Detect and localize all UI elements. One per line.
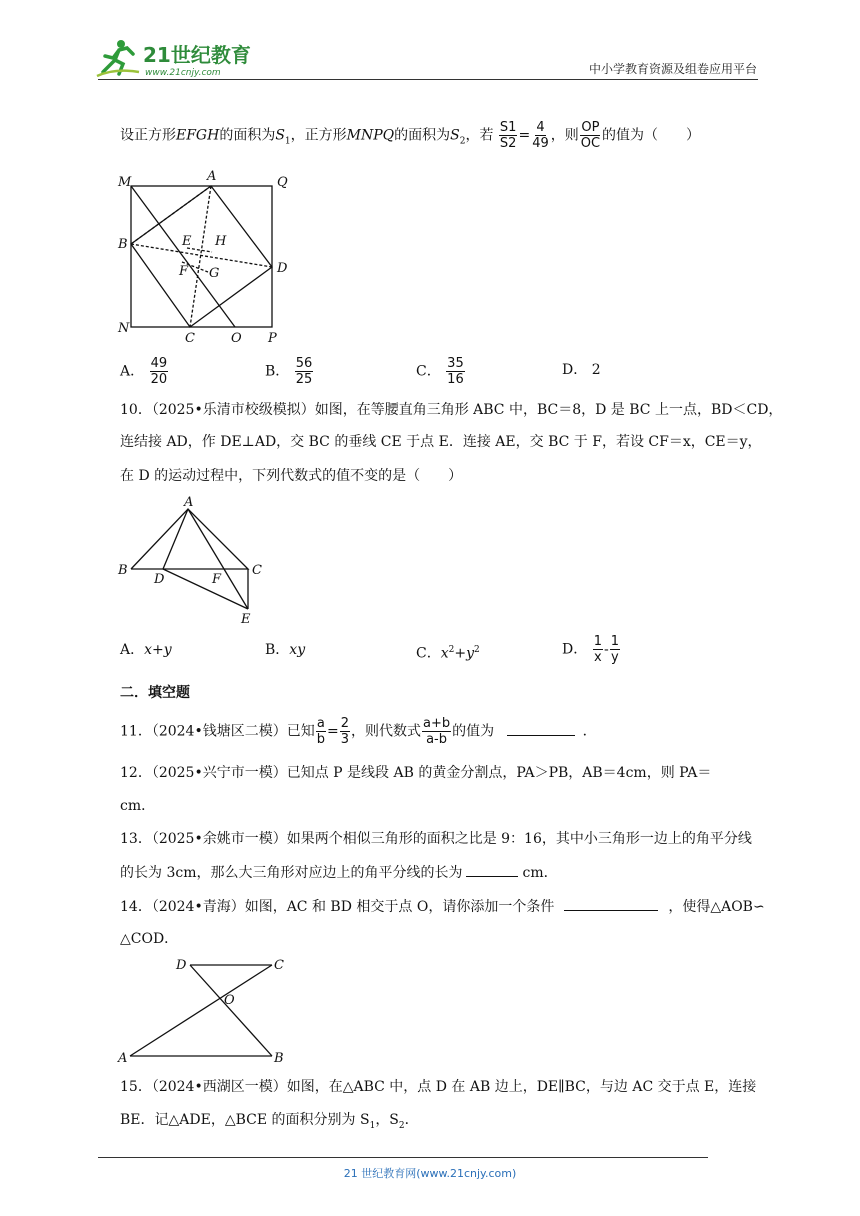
q9-option-a[interactable]: [120, 356, 169, 387]
q9-figure: [112, 168, 292, 348]
equals: =: [518, 127, 531, 144]
line-ca: [130, 965, 272, 1056]
label-f: F: [179, 264, 189, 279]
frac-den: 20: [150, 372, 168, 387]
option-text: xy: [289, 642, 306, 658]
label-m: M: [118, 175, 132, 190]
q11-fraction-ab: [316, 716, 326, 747]
q9-text: ，则: [550, 127, 579, 144]
q11-text: 11．（2024•钱塘区二模）已知: [120, 723, 315, 740]
option-letter: A．: [120, 642, 145, 658]
frac-num: 1: [610, 634, 619, 649]
q14-figure: [112, 952, 292, 1067]
option-fraction: [610, 634, 620, 665]
frac-den: x: [593, 650, 602, 665]
label-f: F: [212, 572, 222, 587]
frac-num: 2: [340, 716, 349, 731]
q11-fraction-value: [340, 716, 350, 747]
exponent: 2: [474, 645, 480, 655]
option-fraction: [593, 634, 603, 665]
label-g: G: [209, 266, 220, 281]
square-mnpq: [131, 186, 272, 327]
option-letter: B．: [265, 642, 290, 658]
exponent: 2: [448, 645, 455, 655]
q9-mnpq: MNPQ: [346, 127, 395, 144]
footer-rule: [98, 1157, 708, 1158]
label-o: O: [231, 331, 242, 346]
q15-text: ，S: [375, 1112, 399, 1128]
option-fraction: [446, 356, 465, 387]
q11-fraction-expr: [422, 716, 451, 747]
label-b: B: [118, 563, 128, 578]
q13-answer-blank[interactable]: [466, 862, 518, 877]
frac-den: y: [610, 650, 619, 665]
q9-s1: S: [275, 127, 285, 144]
q15-text: BE．记△ADE，△BCE 的面积分别为 S: [120, 1112, 370, 1128]
label-h: H: [215, 234, 227, 249]
label-e: E: [241, 612, 251, 627]
q12-line2: cm．: [120, 798, 156, 814]
line-db: [190, 965, 272, 1056]
section-title-fill-in: 二．填空题: [120, 685, 190, 701]
q9-option-d[interactable]: [562, 360, 601, 380]
q11-text: 的值为: [452, 723, 495, 740]
frac-den: b: [316, 732, 325, 747]
q9-s2: S: [450, 127, 460, 144]
footer-link[interactable]: 21 世纪教育网(www.21cnjy.com): [343, 1167, 517, 1180]
frac-num: 4: [536, 120, 545, 135]
frac-num: 1: [593, 634, 602, 649]
frac-num: 35: [447, 356, 464, 371]
q12-line1: 12．（2025•兴宁市一模）已知点 P 是线段 AB 的黄金分割点，PA＞PB，AB＝4cm，则 PA＝: [120, 765, 712, 781]
triangle-abc: [131, 509, 248, 569]
q10-option-a[interactable]: [120, 640, 172, 660]
q15-line2: [120, 1110, 419, 1136]
q11-answer-blank[interactable]: [507, 721, 575, 736]
q11-text: ，则代数式: [350, 723, 421, 740]
logo-text: 21世纪教育: [143, 43, 251, 67]
label-c: C: [252, 563, 262, 578]
logo: [95, 38, 265, 80]
q15-line1: 15．（2024•西湖区一模）如图，在△ABC 中，点 D 在 AB 边上，DE∥BC，与边 AC 交于点 E，连接: [120, 1079, 757, 1095]
label-d: D: [154, 572, 165, 587]
q10-line2: 连结接 AD，作 DE⊥AD，交 BC 的垂线 CE 于点 E．连接 AE，交 BC 于 F，若设 CF＝x，CE＝y，: [120, 434, 762, 450]
label-d: D: [277, 261, 288, 276]
label-a: A: [207, 169, 217, 184]
label-b: B: [274, 1051, 284, 1066]
q13-text: 的长为 3cm，那么大三角形对应边上的角平分线的长为: [120, 865, 463, 881]
option-letter: C．: [416, 645, 441, 662]
q9-fraction-value: [531, 120, 550, 151]
q9-text: 的面积为: [219, 127, 276, 144]
label-c: C: [185, 331, 195, 346]
q14-line2: △COD．: [120, 931, 179, 947]
frac-den: a-b: [426, 732, 447, 747]
q10-line1: 10．（2025•乐清市校级模拟）如图，在等腰直角三角形 ABC 中，BC＝8，D 是 BC 上一点，BD＜CD，: [120, 402, 783, 418]
platform-name: 中小学教育资源及组卷应用平台: [588, 62, 757, 76]
line-mo: [131, 186, 235, 327]
option-letter: B．: [265, 363, 290, 380]
label-a: A: [118, 1051, 128, 1066]
q11-text: ．: [582, 723, 597, 740]
q10-figure: [112, 494, 272, 629]
option-letter: D．: [562, 362, 588, 378]
q13-text: cm．: [522, 865, 558, 881]
frac-den: OC: [580, 136, 601, 151]
frac-num: a+b: [422, 716, 451, 731]
option-letter: C．: [416, 363, 441, 380]
header-rule: [98, 79, 758, 80]
q14-text: ，使得△AOB∽: [668, 899, 765, 915]
var-y: y: [466, 645, 475, 662]
q13-line2: [120, 862, 558, 883]
q9-s1-sub: 1: [284, 136, 291, 147]
q10-line3: 在 D 的运动过程中，下列代数式的值不变的是（ ）: [120, 468, 463, 484]
q9-s2-sub: 2: [459, 136, 466, 147]
frac-num: OP: [581, 120, 600, 135]
option-fraction: [295, 356, 314, 387]
q9-fraction-s: [499, 120, 518, 151]
q14-answer-blank[interactable]: [564, 896, 658, 911]
option-fraction: [150, 356, 169, 387]
q9-fraction-op: [580, 120, 601, 151]
q10-option-d[interactable]: [562, 634, 621, 665]
frac-num: 49: [150, 356, 168, 371]
label-b: B: [118, 237, 128, 252]
var-x: x: [440, 645, 449, 662]
q9-option-c[interactable]: [416, 356, 466, 387]
option-letter: A．: [120, 363, 145, 380]
label-a: A: [184, 495, 194, 510]
label-c: C: [274, 958, 284, 973]
frac-den: 49: [532, 136, 549, 151]
plus: +: [454, 645, 467, 662]
q9-stem: [120, 120, 700, 151]
option-text: 2: [591, 362, 601, 378]
runner-icon: [97, 40, 139, 76]
q9-efgh: EFGH: [176, 127, 220, 144]
subscript: 1: [369, 1120, 376, 1131]
line-ae: [188, 509, 248, 609]
q10-option-b[interactable]: [265, 640, 305, 660]
frac-den: 3: [340, 732, 349, 747]
frac-num: S1: [499, 120, 517, 135]
frac-den: 25: [295, 372, 313, 387]
frac-num: a: [316, 716, 325, 731]
q14-text: 14．（2024•青海）如图，AC 和 BD 相交于点 O，请你添加一个条件: [120, 899, 555, 915]
q9-text: ，若: [465, 127, 494, 144]
minus: -: [603, 641, 609, 658]
q9-text: 的值为（ ）: [602, 127, 701, 144]
label-d: D: [176, 958, 187, 973]
q15-text: ．: [404, 1112, 419, 1128]
q11: [120, 716, 597, 747]
frac-num: 56: [295, 356, 313, 371]
logo-url: www.21cnjy.com: [145, 68, 221, 78]
label-n: N: [118, 321, 130, 336]
line-ad: [163, 509, 188, 569]
label-o: O: [224, 993, 235, 1008]
subscript: 2: [398, 1120, 405, 1131]
q9-text: ，正方形: [290, 127, 347, 144]
q9-text: 设正方形: [120, 127, 176, 144]
square-abcd: [131, 186, 272, 327]
q10-option-c[interactable]: [416, 640, 480, 664]
q9-text: 的面积为: [394, 127, 451, 144]
frac-den: 16: [447, 372, 464, 387]
label-p: P: [268, 331, 277, 346]
q13-line1: 13．（2025•余姚市一模）如果两个相似三角形的面积之比是 9：16，其中小三角形一边上的角平分线: [120, 831, 752, 847]
label-e: E: [182, 234, 192, 249]
q14-line1: [120, 896, 765, 917]
option-text: x+y: [144, 642, 172, 658]
frac-den: S2: [499, 136, 517, 151]
option-letter: D．: [562, 641, 588, 658]
equals: =: [326, 723, 339, 740]
q9-option-b[interactable]: [265, 356, 314, 387]
label-q: Q: [277, 175, 288, 190]
